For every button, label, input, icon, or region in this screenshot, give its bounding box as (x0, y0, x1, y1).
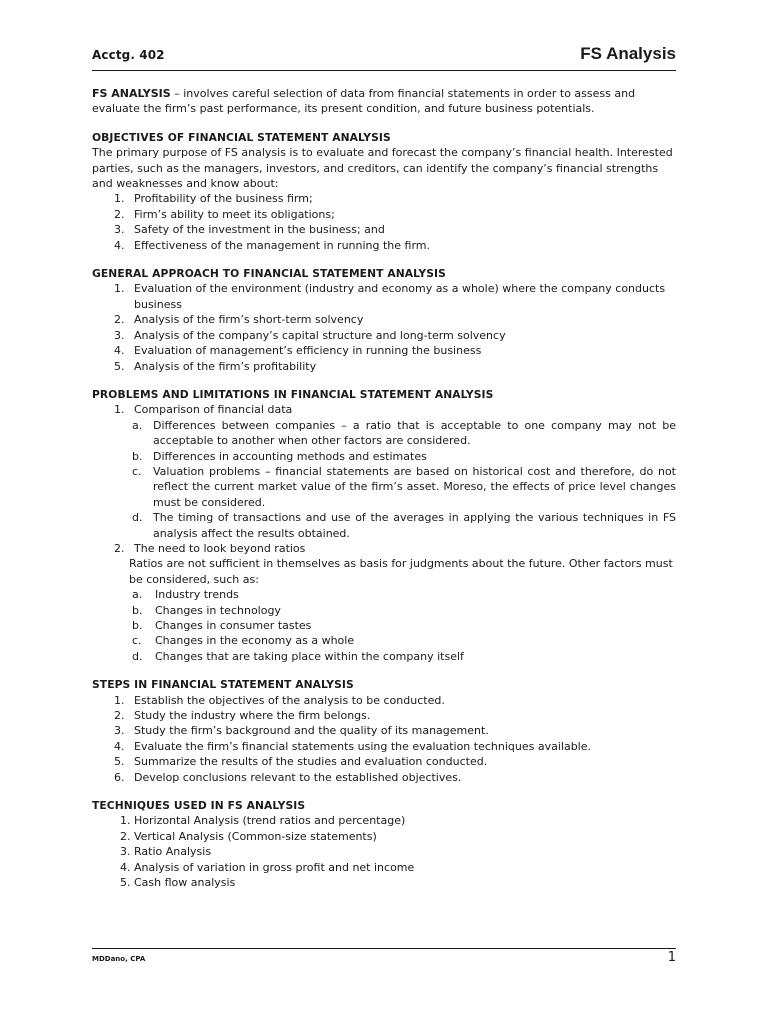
sublist-text: Changes in the economy as a whole (155, 634, 355, 648)
sublist-text: Changes in technology (155, 603, 281, 617)
list-number: 4. (114, 238, 125, 252)
sublist-letter: d. (132, 649, 143, 663)
list-number: 1. (114, 192, 125, 206)
sublist-text: Differences in accounting methods and estimates (153, 449, 427, 463)
sublist-text: Industry trends (155, 588, 239, 602)
list-number: 5. (114, 359, 125, 373)
header-divider (92, 70, 676, 71)
sublist-text: Valuation problems – financial statements are based on historical cost and therefore, do not reflect the current market value of the firm’s asset. Moreso, the effects of price level changes must be considered. (153, 464, 676, 509)
objectives-section (92, 130, 676, 253)
section-heading: STEPS IN FINANCIAL STATEMENT ANALYSIS (92, 678, 354, 692)
approach-section (92, 266, 676, 374)
list-item (92, 723, 676, 738)
document-page (92, 0, 676, 1024)
list-number: 3. (114, 724, 125, 738)
page-header (92, 42, 676, 68)
technique-item: 3. Ratio Analysis (120, 845, 212, 859)
sublist-letter: a. (132, 588, 143, 602)
steps-section (92, 677, 676, 785)
list-item (92, 754, 676, 769)
sublist-item (92, 464, 676, 510)
objectives-text: The primary purpose of FS analysis is to evaluate and forecast the company’s financial health. Interested parties, such as the managers, investors, and creditors, can identify the company’s financial strengths and weaknesses and know about: (92, 146, 673, 191)
comparison-sublist (92, 418, 676, 541)
list-item (92, 693, 676, 708)
section-heading: PROBLEMS AND LIMITATIONS IN FINANCIAL STATEMENT ANALYSIS (92, 387, 494, 401)
list-number: 5. (114, 755, 125, 769)
list-number: 1. (114, 693, 125, 707)
list-item (92, 328, 676, 343)
list-number: 3. (114, 223, 125, 237)
list-text: Comparison of financial data (134, 403, 293, 417)
sublist-letter: a. (132, 418, 143, 432)
list-item (92, 739, 676, 754)
sublist-item (92, 633, 676, 648)
sublist-text: Differences between companies – a ratio that is acceptable to one company may not be acceptable to another when other factors are considered. (153, 418, 676, 448)
technique-item: 4. Analysis of variation in gross profit and net income (120, 860, 415, 874)
ratios-paragraph: Ratios are not sufficient in themselves as basis for judgments about the future. Other factors must be considered, such as: (129, 557, 673, 586)
sublist-item (92, 603, 676, 618)
approach-list (92, 281, 676, 373)
list-item (92, 207, 676, 222)
list-number: 2. (114, 709, 125, 723)
sublist-letter: b. (132, 449, 143, 463)
list-text: Evaluate the firm’s financial statements using the evaluation techniques available. (134, 739, 591, 753)
list-text: Analysis of the firm’s profitability (134, 359, 317, 373)
sublist-letter: d. (132, 511, 143, 525)
list-text: Study the industry where the firm belongs. (134, 709, 371, 723)
intro-term: FS ANALYSIS (92, 87, 171, 100)
list-item (92, 402, 676, 417)
sublist-item (92, 587, 676, 602)
course-code: Acctg. 402 (92, 48, 165, 62)
list-text: Safety of the investment in the business; and (134, 223, 385, 237)
sublist-item (92, 510, 676, 541)
sublist-letter: c. (132, 634, 142, 648)
list-number: 6. (114, 770, 125, 784)
sublist-item (92, 649, 676, 664)
list-number: 2. (114, 313, 125, 327)
sublist-item (92, 449, 676, 464)
list-text: Analysis of the firm’s short-term solvency (134, 313, 364, 327)
list-item (92, 359, 676, 374)
list-number: 2. (114, 541, 125, 555)
sublist-text: Changes that are taking place within the company itself (155, 649, 464, 663)
section-heading: TECHNIQUES USED IN FS ANALYSIS (92, 799, 306, 813)
list-item (92, 238, 676, 253)
list-text: Effectiveness of the management in running the firm. (134, 238, 431, 252)
list-item (92, 770, 676, 785)
sublist-letter: c. (132, 464, 142, 478)
sublist-item (92, 418, 676, 449)
technique-item: 1. Horizontal Analysis (trend ratios and percentage) (120, 814, 406, 828)
problems-section (92, 387, 676, 664)
list-item (92, 222, 676, 237)
list-item (92, 312, 676, 327)
list-number: 4. (114, 739, 125, 753)
list-item (92, 191, 676, 206)
list-text: Summarize the results of the studies and evaluation conducted. (134, 755, 488, 769)
list-item (92, 343, 676, 358)
list-text: Study the firm’s background and the quality of its management. (134, 724, 489, 738)
technique-item: 5. Cash flow analysis (120, 876, 236, 890)
sublist-text: The timing of transactions and use of the averages in applying the various techniques in FS analysis affect the results obtained. (153, 511, 676, 540)
list-number: 4. (114, 344, 125, 358)
list-text: Analysis of the company’s capital structure and long-term solvency (134, 328, 506, 342)
list-text: Profitability of the business firm; (134, 192, 313, 206)
list-text: Evaluation of management’s efficiency in running the business (134, 344, 482, 358)
list-number: 1. (114, 282, 125, 296)
sublist-text: Changes in consumer tastes (155, 619, 312, 632)
page-number: 1 (667, 950, 676, 965)
objectives-list (92, 191, 676, 253)
steps-list (92, 693, 676, 785)
list-number: 1. (114, 403, 125, 417)
footer-author: MDDano, CPA (92, 955, 146, 963)
technique-item: 2. Vertical Analysis (Common-size statements) (120, 829, 377, 843)
list-text: Establish the objectives of the analysis to be conducted. (134, 693, 445, 707)
list-number: 2. (114, 207, 125, 221)
list-item (92, 541, 676, 556)
list-item (92, 708, 676, 723)
list-text: Evaluation of the environment (industry and economy as a whole) where the company conducts business (134, 282, 666, 311)
footer-divider (92, 948, 676, 949)
list-number: 3. (114, 328, 125, 342)
sublist-letter: b. (132, 603, 143, 617)
list-text: Firm’s ability to meet its obligations; (134, 207, 335, 221)
sublist-item (92, 618, 676, 633)
sublist-letter: b. (132, 619, 143, 632)
document-title: FS Analysis (580, 44, 676, 63)
intro-text: – involves careful selection of data from financial statements in order to assess and evaluate the firm’s past performance, its present condition, and future business potentials. (92, 87, 636, 116)
intro-paragraph (92, 86, 676, 117)
factors-sublist (92, 587, 676, 664)
techniques-section (92, 798, 676, 890)
list-text: Develop conclusions relevant to the established objectives. (134, 770, 462, 784)
section-heading: GENERAL APPROACH TO FINANCIAL STATEMENT ANALYSIS (92, 267, 446, 281)
section-heading: OBJECTIVES OF FINANCIAL STATEMENT ANALYSIS (92, 130, 391, 144)
list-text: The need to look beyond ratios (134, 541, 306, 555)
document-body (92, 86, 676, 891)
list-item (92, 281, 676, 312)
